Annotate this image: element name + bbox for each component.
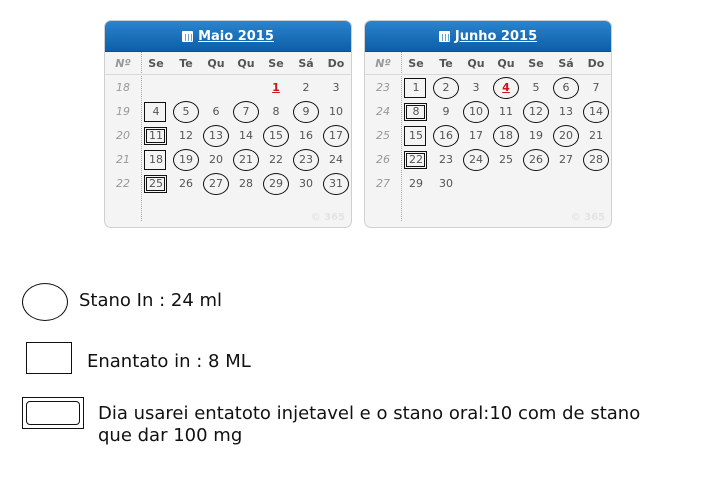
calendar-day[interactable] — [141, 100, 171, 124]
circle-marker — [203, 125, 229, 147]
calendar-day[interactable] — [401, 100, 431, 124]
day-number: 20 — [209, 153, 223, 166]
day-number: 19 — [179, 153, 193, 166]
weekday-label: Do — [327, 57, 345, 70]
circle-marker — [293, 149, 319, 171]
day-number: 8 — [272, 105, 280, 118]
day-number: 9 — [442, 105, 450, 118]
day-number: 29 — [409, 177, 423, 190]
weekday-label: Te — [439, 57, 453, 70]
day-number: 19 — [529, 129, 543, 142]
circle-marker — [173, 149, 199, 171]
calendar-week-row — [105, 124, 351, 148]
day-number: 29 — [269, 177, 283, 190]
calendar-icon — [182, 31, 193, 42]
calendar-day[interactable] — [491, 124, 521, 148]
day-number: 28 — [589, 153, 603, 166]
copyright: © 365 — [570, 212, 605, 223]
circle-marker — [263, 125, 289, 147]
day-number: 13 — [559, 105, 573, 118]
calendar-day[interactable] — [521, 124, 551, 148]
week-number: 23 — [376, 81, 390, 94]
day-number: 20 — [559, 129, 573, 142]
week-number: 18 — [116, 81, 130, 94]
day-number: 14 — [239, 129, 253, 142]
calendar-day[interactable] — [581, 76, 611, 100]
calendar-day[interactable] — [491, 76, 521, 100]
calendar-header — [105, 21, 351, 52]
calendar-day[interactable] — [171, 148, 201, 172]
calendar-day[interactable] — [461, 148, 491, 172]
calendar-day[interactable] — [261, 76, 291, 100]
calendar-week-row — [105, 148, 351, 172]
week-number-header: Nº — [375, 57, 391, 70]
calendar-day[interactable] — [141, 172, 171, 196]
calendar-day[interactable] — [461, 100, 491, 124]
circle-marker — [523, 101, 549, 123]
calendar-day[interactable] — [261, 172, 291, 196]
calendar-day[interactable] — [141, 124, 171, 148]
circle-marker — [583, 101, 609, 123]
calendar-day[interactable] — [461, 76, 491, 100]
day-number: 6 — [212, 105, 220, 118]
day-number: 15 — [409, 129, 423, 142]
day-number: 18 — [499, 129, 513, 142]
circle-marker — [433, 125, 459, 147]
day-number: 26 — [179, 177, 193, 190]
calendar-day[interactable] — [291, 148, 321, 172]
double-square-marker — [406, 153, 425, 167]
day-number: 1 — [272, 81, 280, 94]
weekday-header — [365, 57, 611, 71]
calendar-header — [365, 21, 611, 52]
calendar-week-row — [365, 148, 611, 172]
calendar-day[interactable] — [581, 124, 611, 148]
calendar-day[interactable] — [201, 148, 231, 172]
calendar-day[interactable] — [291, 124, 321, 148]
day-number: 17 — [469, 129, 483, 142]
legend-double-marker — [22, 397, 84, 429]
legend-circle-marker — [22, 283, 68, 321]
day-number: 11 — [149, 129, 163, 142]
calendar-day[interactable] — [171, 124, 201, 148]
day-number: 5 — [182, 105, 190, 118]
calendar-day[interactable] — [261, 124, 291, 148]
calendar-day[interactable] — [581, 100, 611, 124]
weekday-label: Sá — [558, 57, 574, 70]
calendar-week-row — [365, 76, 611, 100]
circle-marker — [173, 101, 199, 123]
calendar-title[interactable]: Junho 2015 — [454, 28, 538, 44]
weekday-label: Qu — [237, 57, 255, 70]
day-number: 28 — [239, 177, 253, 190]
day-number: 12 — [529, 105, 543, 118]
calendar-day[interactable] — [321, 172, 351, 196]
day-number: 26 — [529, 153, 543, 166]
day-number: 2 — [442, 81, 450, 94]
double-square-marker — [146, 177, 165, 191]
week-number: 21 — [116, 153, 130, 166]
circle-marker — [323, 173, 349, 195]
calendar-week-row — [105, 172, 351, 196]
day-number: 8 — [412, 105, 420, 118]
calendar-week-row — [365, 172, 611, 196]
week-number: 24 — [376, 105, 390, 118]
square-marker — [404, 126, 426, 146]
weekday-label: Se — [528, 57, 544, 70]
day-number: 31 — [329, 177, 343, 190]
weekday-header — [105, 57, 351, 71]
day-number: 11 — [499, 105, 513, 118]
day-number: 30 — [299, 177, 313, 190]
calendar-day[interactable] — [231, 172, 261, 196]
calendar-day[interactable] — [551, 124, 581, 148]
calendar-week-row — [365, 100, 611, 124]
calendar-day[interactable] — [141, 148, 171, 172]
copyright: © 365 — [310, 212, 345, 223]
square-marker — [144, 150, 166, 170]
calendar-day[interactable] — [231, 100, 261, 124]
calendar-day[interactable] — [321, 76, 351, 100]
calendar-day[interactable] — [171, 100, 201, 124]
week-number: 27 — [376, 177, 390, 190]
circle-marker — [553, 125, 579, 147]
calendar-may — [104, 20, 352, 228]
calendar-day[interactable] — [321, 100, 351, 124]
calendar-day[interactable] — [291, 172, 321, 196]
calendar-day[interactable] — [231, 124, 261, 148]
day-number: 1 — [412, 81, 420, 94]
legend-square-label: Enantato in : 8 ML — [87, 351, 251, 372]
calendar-day[interactable] — [231, 148, 261, 172]
day-number: 4 — [152, 105, 160, 118]
week-number: 26 — [376, 153, 390, 166]
day-number: 3 — [332, 81, 340, 94]
calendar-day[interactable] — [261, 148, 291, 172]
calendar-day[interactable] — [201, 100, 231, 124]
day-number: 22 — [409, 153, 423, 166]
day-number: 23 — [299, 153, 313, 166]
day-number: 5 — [532, 81, 540, 94]
calendar-day[interactable] — [551, 100, 581, 124]
calendar-day[interactable] — [401, 148, 431, 172]
calendar-day[interactable] — [431, 100, 461, 124]
day-number: 17 — [329, 129, 343, 142]
day-number: 3 — [472, 81, 480, 94]
calendar-june — [364, 20, 612, 228]
calendar-day[interactable] — [201, 124, 231, 148]
day-number: 12 — [179, 129, 193, 142]
legend-double-label-line2: que dar 100 mg — [98, 425, 243, 446]
legend-circle-label: Stano In : 24 ml — [79, 290, 223, 311]
day-number: 13 — [209, 129, 223, 142]
weekday-label: Se — [148, 57, 164, 70]
calendar-day[interactable] — [431, 76, 461, 100]
day-number: 10 — [329, 105, 343, 118]
day-number: 21 — [589, 129, 603, 142]
week-number: 25 — [376, 129, 390, 142]
circle-marker — [583, 149, 609, 171]
day-number: 25 — [149, 177, 163, 190]
double-square-marker — [406, 105, 425, 119]
calendar-day[interactable] — [461, 124, 491, 148]
calendar-day[interactable] — [321, 124, 351, 148]
calendar-day[interactable] — [401, 124, 431, 148]
day-number: 10 — [469, 105, 483, 118]
circle-marker — [263, 173, 289, 195]
calendar-day[interactable] — [291, 76, 321, 100]
day-number: 7 — [242, 105, 250, 118]
weekday-label: Qu — [467, 57, 485, 70]
calendar-day[interactable] — [551, 76, 581, 100]
day-number: 4 — [502, 81, 510, 94]
weekday-label: Se — [268, 57, 284, 70]
calendar-day[interactable] — [291, 100, 321, 124]
calendar-day[interactable] — [171, 172, 201, 196]
double-square-marker — [146, 129, 165, 143]
circle-marker — [493, 77, 519, 99]
calendar-week-row — [105, 100, 351, 124]
circle-marker — [463, 149, 489, 171]
calendar-day[interactable] — [521, 100, 551, 124]
calendar-day[interactable] — [431, 124, 461, 148]
calendar-day[interactable] — [431, 172, 461, 196]
square-marker — [404, 78, 426, 98]
week-number: 22 — [116, 177, 130, 190]
day-number: 25 — [499, 153, 513, 166]
day-number: 16 — [299, 129, 313, 142]
circle-marker — [323, 125, 349, 147]
circle-marker — [523, 149, 549, 171]
square-marker — [144, 102, 166, 122]
calendar-day[interactable] — [201, 172, 231, 196]
calendar-week-row — [105, 76, 351, 100]
circle-marker — [463, 101, 489, 123]
weekday-label: Do — [587, 57, 605, 70]
week-number-header: Nº — [115, 57, 131, 70]
day-number: 14 — [589, 105, 603, 118]
week-number: 19 — [116, 105, 130, 118]
circle-marker — [433, 77, 459, 99]
calendar-day[interactable] — [261, 100, 291, 124]
day-number: 21 — [239, 153, 253, 166]
day-number: 15 — [269, 129, 283, 142]
circle-marker — [493, 125, 519, 147]
day-number: 7 — [592, 81, 600, 94]
circle-marker — [233, 149, 259, 171]
day-number: 27 — [559, 153, 573, 166]
calendar-week-row — [365, 124, 611, 148]
calendar-title[interactable]: Maio 2015 — [198, 28, 274, 44]
day-number: 16 — [439, 129, 453, 142]
weekday-label: Te — [179, 57, 193, 70]
circle-marker — [553, 77, 579, 99]
weekday-label: Qu — [207, 57, 225, 70]
day-number: 2 — [302, 81, 310, 94]
day-number: 9 — [302, 105, 310, 118]
day-number: 24 — [329, 153, 343, 166]
legend-double-label-line1: Dia usarei entatoto injetavel e o stano oral:10 com de stano — [98, 403, 641, 424]
calendar-day[interactable] — [491, 100, 521, 124]
legend-square-marker — [26, 342, 72, 374]
weekday-label: Se — [408, 57, 424, 70]
calendar-icon — [439, 31, 450, 42]
weekday-label: Qu — [497, 57, 515, 70]
calendar-day[interactable] — [401, 172, 431, 196]
calendar-day[interactable] — [321, 148, 351, 172]
weekday-label: Sá — [298, 57, 314, 70]
week-number: 20 — [116, 129, 130, 142]
day-number: 22 — [269, 153, 283, 166]
calendar-day[interactable] — [581, 148, 611, 172]
calendar-day[interactable] — [431, 148, 461, 172]
calendar-day[interactable] — [551, 148, 581, 172]
day-number: 6 — [562, 81, 570, 94]
circle-marker — [233, 101, 259, 123]
day-number: 23 — [439, 153, 453, 166]
calendar-day[interactable] — [491, 148, 521, 172]
circle-marker — [293, 101, 319, 123]
day-number: 24 — [469, 153, 483, 166]
day-number: 18 — [149, 153, 163, 166]
day-number: 27 — [209, 177, 223, 190]
calendar-day[interactable] — [521, 76, 551, 100]
day-number: 30 — [439, 177, 453, 190]
calendar-day[interactable] — [521, 148, 551, 172]
circle-marker — [203, 173, 229, 195]
calendar-day[interactable] — [401, 76, 431, 100]
